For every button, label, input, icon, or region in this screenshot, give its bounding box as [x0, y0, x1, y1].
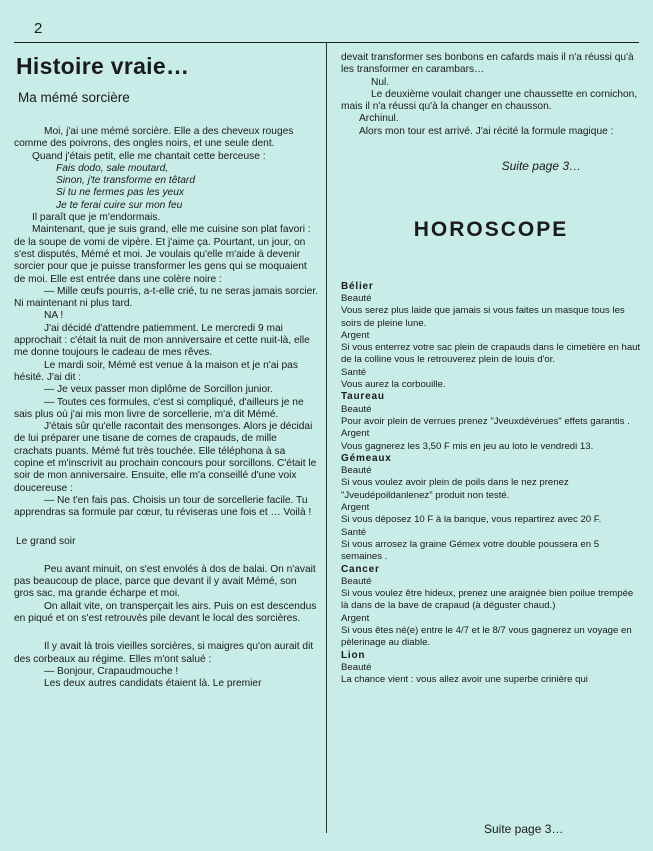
paragraph: Archinul.: [359, 113, 399, 125]
sign-name: Bélier: [341, 280, 374, 292]
paragraph: NA !: [44, 310, 64, 322]
paragraph: Le mardi soir, Mémé est venue à la maison et je n'ai pas hésité. J'ai dit :: [14, 359, 298, 383]
paragraph: — Ne t'en fais pas. Choisis un tour de sorcellerie facile. Tu apprendras sa formule par cœur, tu réviseras une fois et … Voilà !: [14, 494, 312, 519]
paragraph: Moi, j'ai une mémé sorcière. Elle a des cheveux rouges comme des poivrons, des ongles noirs, et une seule dent.: [14, 126, 294, 150]
article-body-3: [14, 641, 318, 690]
paragraph: Nul.: [371, 76, 390, 88]
article-body-2: [14, 564, 318, 625]
sign-field-text: Si vous arrosez la graine Gémex votre double poussera en 5 semaines .: [341, 538, 600, 563]
sign-field-text: Pour avoir plein de verrues prenez "Jveuxdévérues" effets garantis .: [341, 415, 630, 427]
sign-field-text: Si vous voulez être hideux, prenez une araignée bien poilue trempée là dans de la bave de crapaud (à déguster chaud.): [341, 588, 634, 612]
continued-note-horoscope: Suite page 3…: [484, 822, 564, 836]
sign-field-label: Argent: [341, 329, 370, 341]
sign-name: Taureau: [341, 391, 385, 403]
sign-field-text: Si vous êtes né(e) entre le 4/7 et le 8/7 vous gagnerez un voyage en pèlerinage au diable.: [341, 624, 632, 649]
paragraph: Fais dodo, sale moutard,: [56, 162, 169, 174]
paragraph: Si tu ne fermes pas les yeux: [56, 187, 184, 199]
sign-field-label: Argent: [341, 612, 370, 624]
paragraph: Le deuxième voulait changer une chaussette en cornichon, mais il n'a réussi qu'à la changer en chausson.: [341, 88, 638, 113]
paragraph: Il y avait là trois vieilles sorcières, si maigres qu'on aurait dit des corbeaux au régime. Elles m'ont salué :: [14, 641, 314, 665]
paragraph: devait transformer ses bonbons en cafards mais il n'a réussi qu'à les transformer en carambars…: [341, 52, 634, 76]
sign-field-label: Argent: [341, 502, 370, 514]
sign-name: Cancer: [341, 563, 380, 575]
paragraph: Quand j'étais petit, elle me chantait cette berceuse :: [32, 150, 266, 162]
sign-field-text: Si vous voulez avoir plein de poils dans le nez prenez "Jveudépoildanlenez" produit non testé.: [341, 477, 569, 501]
paragraph: Sinon, j'te transforme en têtard: [56, 175, 195, 187]
paragraph: Alors mon tour est arrivé. J'ai récité la formule magique :: [359, 125, 614, 137]
sign-field-text: Vous aurez la corbouille.: [341, 379, 446, 391]
paragraph: — Toutes ces formules, c'est si compliqué, d'ailleurs je ne sais plus où j'ai mis mon livre de sorcellerie, m'a dit Mémé.: [14, 396, 304, 420]
paragraph: Il paraît que je m'endormais.: [32, 212, 161, 224]
paragraph: J'ai décidé d'attendre patiemment. Le mercredi 9 mai approchait : c'était la nuit de mon anniversaire et cette nuit-là, elle me donne toujours le cadeau de mes rêves.: [14, 322, 310, 359]
sign-field-label: Beauté: [341, 465, 372, 477]
paragraph: — Bonjour, Crapaudmouche !: [44, 665, 179, 677]
page-number: 2: [34, 20, 43, 37]
paragraph: — Je veux passer mon diplôme de Sorcillon junior.: [44, 384, 273, 396]
sign-field-label: Santé: [341, 526, 367, 538]
article-title: Histoire vraie…: [16, 53, 190, 79]
right-column: [341, 52, 641, 686]
paragraph: On allait vite, on transperçait les airs. Puis on est descendus en piqué et on s'est retrouvés pile devant le local des sorcières.: [14, 600, 317, 624]
paragraph: Peu avant minuit, on s'est envolés à dos de balai. On n'avait pas beaucoup de place, parce que devant il y avait Mémé, son gros sac, ma grande écharpe et moi.: [14, 563, 316, 600]
paragraph: Maintenant, que je suis grand, elle me cuisine son plat favori : de la soupe de vomi de vipère. Et j'aime ça. Pourtant, un jour, on s'est disputés, Mémé et moi. Je voulais qu'elle m'aide à devenir sorcier pour que je puisse transformer les gens qui se moquaient de moi. Elle est entrée dans une colère noire :: [14, 224, 311, 285]
sign-field-text: Si vous déposez 10 F à la banque, vous repartirez avec 20 F.: [341, 514, 602, 526]
sign-field-label: Argent: [341, 428, 370, 440]
article-subtitle: Ma mémé sorcière: [18, 90, 130, 105]
horoscope-sign: [341, 564, 641, 650]
sign-name: Lion: [341, 649, 366, 661]
horoscope-list: [341, 281, 641, 687]
horoscope-title: HOROSCOPE: [413, 218, 569, 242]
sign-name: Gémeaux: [341, 452, 392, 464]
continued-note-article: Suite page 3…: [501, 159, 581, 174]
horoscope-sign: [341, 391, 641, 452]
horoscope-sign: [341, 453, 641, 564]
horoscope-sign: [341, 650, 641, 687]
sign-field-label: Beauté: [341, 292, 372, 304]
sign-field-text: Vous serez plus laide que jamais si vous faites un masque tous les soirs de pleine lune.: [341, 305, 625, 329]
paragraph: Je te ferai cuire sur mon feu: [56, 199, 183, 211]
paragraph: Les deux autres candidats étaient là. Le premier: [44, 678, 262, 690]
paragraph: J'étais sûr qu'elle racontait des mensonges. Alors je décidai de lui préparer une tisane de cornes de crapauds, de mille crachats puants. Mémé fut très touchée. Elle téléphona à sa copine et m'inscrivit au prochain concours pour sorcillons. C'était le soir de mon anniversaire. Ensuite, elle m'a conseillé d'une voix doucereuse :: [14, 421, 317, 494]
sign-field-label: Santé: [341, 366, 367, 378]
sign-field-label: Beauté: [341, 575, 372, 587]
sign-field-text: Vous gagnerez les 3,50 F mis en jeu au loto le vendredi 13.: [341, 440, 594, 452]
sign-field-label: Beauté: [341, 403, 372, 415]
sign-field-text: La chance vient : vous allez avoir une superbe crinière qui: [341, 674, 588, 686]
column-divider: [326, 43, 327, 833]
horoscope-sign: [341, 281, 641, 392]
section-label: Le grand soir: [16, 535, 76, 547]
sign-field-text: Si vous enterrez votre sac plein de crapauds dans le cimetière en haut de la colline vous le retrouverez plein de louis d'or.: [341, 342, 641, 366]
left-column: [14, 52, 318, 690]
article-body-1: [14, 126, 318, 520]
sign-field-label: Beauté: [341, 661, 372, 673]
article-body-continued: [341, 52, 641, 138]
paragraph: — Mille œufs pourris, a-t-elle crié, tu ne seras jamais sorcier. Ni maintenant ni plus tard.: [14, 285, 319, 310]
